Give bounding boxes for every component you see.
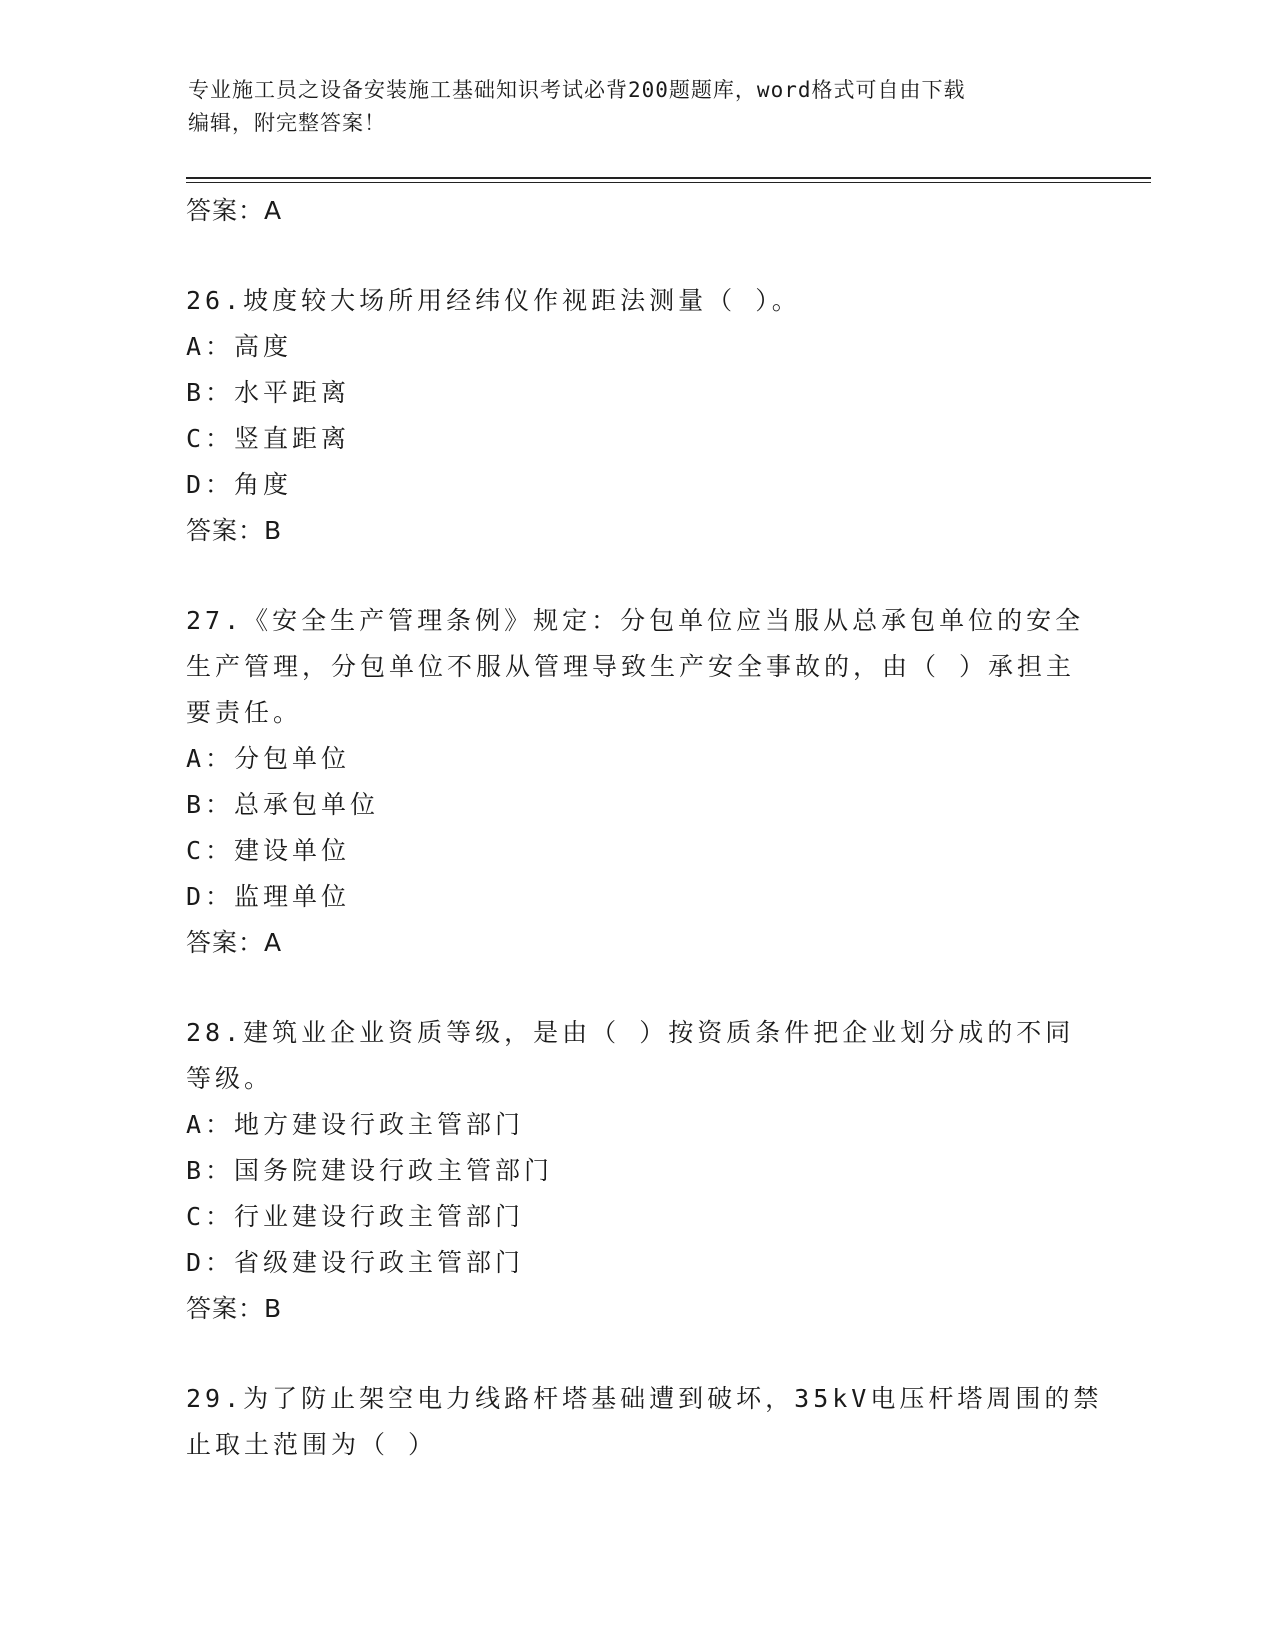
option-b: B：总承包单位 [186, 790, 380, 819]
option-c: C：竖直距离 [186, 424, 351, 453]
option-d: D：监理单位 [186, 882, 351, 911]
question-text: 29.为了防止架空电力线路杆塔基础遭到破坏，35kV电压杆塔周围的禁 [186, 1384, 1103, 1413]
question-text: 28.建筑业企业资质等级，是由（ ）按资质条件把企业划分成的不同 [186, 1018, 1075, 1047]
header-rule [186, 177, 1151, 179]
option-d: D：省级建设行政主管部门 [186, 1248, 525, 1277]
document-header [188, 74, 1088, 140]
question-text: 要责任。 [186, 698, 303, 727]
option-c: C：建设单位 [186, 836, 351, 865]
answer: 答案：B [186, 1294, 283, 1323]
option-a: A：分包单位 [186, 744, 351, 773]
option-a: A：地方建设行政主管部门 [186, 1110, 525, 1139]
header-line-2: 编辑，附完整答案！ [188, 111, 386, 135]
header-line-1: 专业施工员之设备安装施工基础知识考试必背200题题库，word格式可自由下载 [188, 78, 966, 102]
question-text: 生产管理，分包单位不服从管理导致生产安全事故的，由（ ）承担主 [186, 652, 1076, 681]
question-27 [186, 598, 1086, 966]
header-rule-thin [186, 182, 1151, 183]
previous-answer: 答案：A [186, 196, 283, 225]
question-29 [186, 1376, 1103, 1468]
option-a: A：高度 [186, 332, 293, 361]
option-b: B：国务院建设行政主管部门 [186, 1156, 554, 1185]
answer: 答案：A [186, 928, 283, 957]
option-b: B：水平距离 [186, 378, 351, 407]
option-d: D：角度 [186, 470, 293, 499]
option-c: C：行业建设行政主管部门 [186, 1202, 525, 1231]
question-text: 等级。 [186, 1064, 274, 1093]
answer: 答案：B [186, 516, 283, 545]
question-list [186, 188, 1103, 1468]
question-text: 止取土范围为（ ） [186, 1430, 438, 1459]
question-26 [186, 278, 1086, 554]
question-text: 26.坡度较大场所用经纬仪作视距法测量（ ）。 [186, 286, 801, 315]
question-text: 27.《安全生产管理条例》规定：分包单位应当服从总承包单位的安全 [186, 606, 1085, 635]
question-28 [186, 1010, 1086, 1332]
